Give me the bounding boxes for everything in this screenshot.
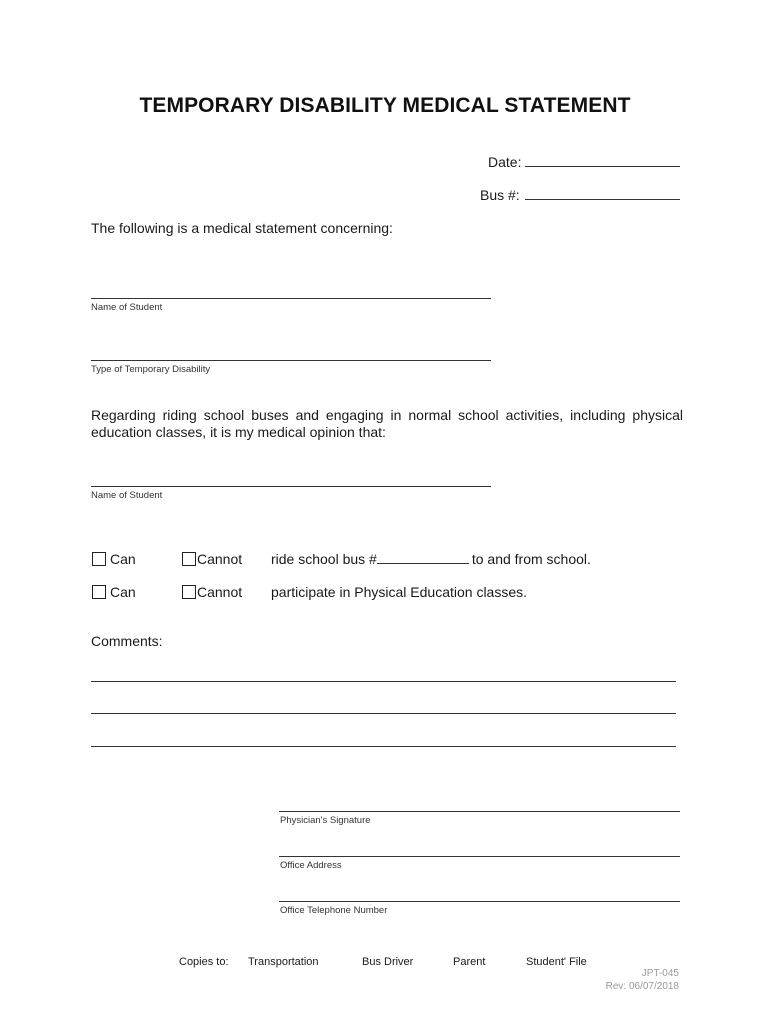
form-id: JPT-045 [641, 968, 679, 979]
disability-type-label: Type of Temporary Disability [91, 364, 211, 375]
physician-signature-field[interactable] [279, 811, 680, 812]
student-name-label-2: Name of Student [91, 490, 163, 501]
office-address-label: Office Address [280, 860, 342, 871]
opinion-paragraph: Regarding riding school buses and engaging in normal school activities, including physical education classes, it is my medical opinion that: [91, 407, 683, 440]
date-label: Date: [488, 154, 522, 170]
pe-can-label: Can [110, 584, 136, 600]
office-address-field[interactable] [279, 856, 680, 857]
bus-row-suffix: to and from school. [471, 551, 591, 567]
comments-line-1[interactable] [91, 681, 676, 682]
form-title: TEMPORARY DISABILITY MEDICAL STATEMENT [139, 94, 631, 117]
bus-label: Bus #: [480, 187, 520, 203]
date-field[interactable] [525, 166, 680, 167]
office-phone-label: Office Telephone Number [280, 905, 388, 916]
physician-signature-label: Physician's Signature [280, 815, 371, 826]
copies-label: Copies to: [179, 956, 229, 968]
revision-date: Rev: 06/07/2018 [605, 981, 679, 992]
bus-row-prefix: ride school bus # [271, 551, 377, 567]
comments-label: Comments: [91, 633, 163, 649]
office-phone-field[interactable] [279, 901, 680, 902]
bus-number-field[interactable] [525, 199, 680, 200]
student-name-field-2[interactable] [91, 486, 491, 487]
bus-row-text [271, 551, 591, 567]
student-name-field[interactable] [91, 298, 491, 299]
bus-cannot-label: Cannot [197, 551, 243, 567]
student-name-label: Name of Student [91, 302, 163, 313]
copies-item-transportation: Transportation [248, 956, 319, 968]
intro-text: The following is a medical statement concerning: [91, 220, 393, 236]
bus-row-number-field[interactable] [377, 551, 469, 564]
bus-can-checkbox[interactable] [92, 552, 106, 566]
pe-cannot-label: Cannot [197, 584, 243, 600]
pe-cannot-checkbox[interactable] [182, 585, 196, 599]
comments-line-2[interactable] [91, 713, 676, 714]
copies-item-student-file: Student' File [526, 956, 587, 968]
copies-item-parent: Parent [453, 956, 486, 968]
pe-can-checkbox[interactable] [92, 585, 106, 599]
pe-row-text: participate in Physical Education classes. [271, 584, 528, 600]
comments-line-3[interactable] [91, 746, 676, 747]
disability-type-field[interactable] [91, 360, 491, 361]
bus-cannot-checkbox[interactable] [182, 552, 196, 566]
copies-item-bus-driver: Bus Driver [362, 956, 414, 968]
bus-can-label: Can [110, 551, 136, 567]
